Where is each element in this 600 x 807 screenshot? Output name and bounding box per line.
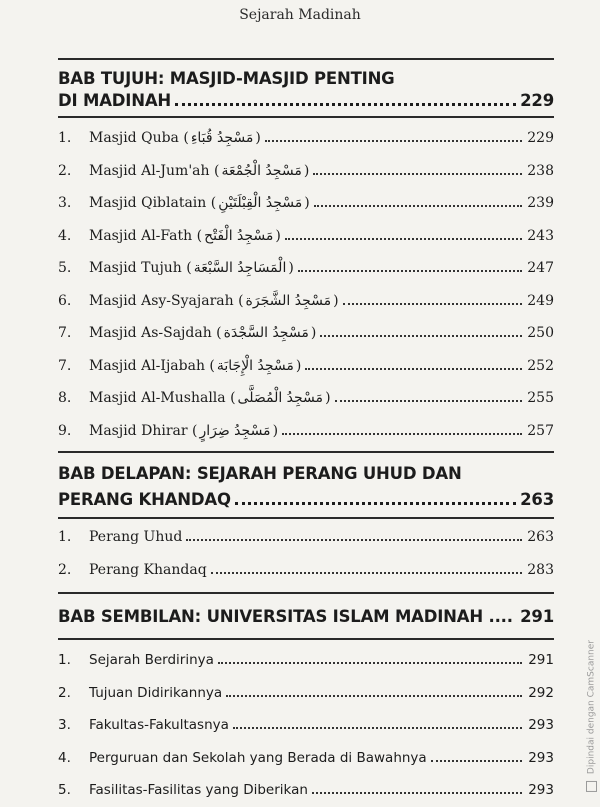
- entry-page: 263: [527, 529, 554, 545]
- toc-entry: 2. Tujuan Didirikannya 292: [58, 677, 554, 710]
- entry-page: 239: [527, 195, 554, 211]
- entry-page: 291: [528, 652, 554, 668]
- leader-dots: [265, 140, 522, 142]
- leader-dots: [313, 173, 522, 175]
- entry-list: [58, 118, 554, 447]
- chapter-title: PERANG KHANDAQ: [58, 490, 231, 509]
- leader-dots: [305, 368, 522, 370]
- entry-page: 255: [527, 390, 554, 406]
- toc-entry: 8. Masjid Al-Mushalla ( مَسْجِدُ الْمُصَلَّى ) 255: [58, 382, 554, 415]
- leader-dots: [218, 662, 522, 664]
- toc-entry: 4. Masjid Al-Fath ( مَسْجِدُ الْفَتْح ) 243: [58, 220, 554, 253]
- entry-page: 249: [527, 292, 554, 309]
- leader-dots: [233, 727, 522, 729]
- arabic-name: مَسْجِدُ الْإِجَابَة: [216, 357, 294, 374]
- chapter-page: 229: [520, 91, 554, 110]
- scanner-logo-icon: [586, 781, 597, 792]
- entry-page: 283: [527, 561, 554, 578]
- leader-dots: [335, 400, 522, 402]
- entry-page: 252: [527, 357, 554, 374]
- leader-dots: [298, 270, 522, 272]
- toc-entry: 5. Masjid Tujuh ( الْمَسَاجِدُ السَّبْعَة ) 247: [58, 252, 554, 285]
- entry-page: 243: [527, 227, 554, 244]
- toc-entry: 2. Perang Khandaq 283: [58, 554, 554, 587]
- arabic-name: مَسْجِدُ الْمُصَلَّى: [237, 390, 324, 406]
- entry-page: 293: [528, 717, 554, 733]
- arabic-name: مَسْجِدُ الْجُمْعَة: [221, 162, 302, 179]
- leader-dots: [282, 433, 522, 435]
- section-divider: [58, 592, 554, 594]
- chapter-title: BAB TUJUH: MASJID-MASJID PENTING: [58, 69, 395, 88]
- section-divider: [58, 451, 554, 453]
- leader-dots: [314, 205, 522, 207]
- scanner-watermark: [586, 640, 597, 792]
- entry-page: 250: [527, 325, 554, 341]
- chapter-page: 263: [520, 490, 554, 509]
- leader-dots: [211, 572, 522, 574]
- toc-entry: 7. Masjid Al-Ijabah ( مَسْجِدُ الْإِجَابَة ) 252: [58, 350, 554, 383]
- chapter-heading: [58, 461, 554, 513]
- toc-entry: 3. Fakultas-Fakultasnya 293: [58, 709, 554, 742]
- leader-dots: [235, 502, 516, 505]
- chapter-heading: [58, 604, 554, 630]
- toc-entry: 4. Perguruan dan Sekolah yang Berada di Bawahnya 293: [58, 742, 554, 775]
- entry-page: 238: [527, 162, 554, 179]
- entry-page: 292: [528, 684, 554, 701]
- running-head: Sejarah Madinah: [239, 7, 361, 23]
- arabic-name: مَسْجِدُ الْقِبْلَتَيْنِ: [218, 195, 303, 211]
- toc-entry: 3. Masjid Qiblatain ( مَسْجِدُ الْقِبْلَتَيْنِ ) 239: [58, 187, 554, 220]
- leader-dots: [175, 103, 516, 106]
- entry-page: 257: [527, 422, 554, 439]
- leader-dots: [285, 238, 522, 240]
- chapter-title: DI MADINAH: [58, 91, 171, 110]
- leader-dots: [226, 695, 522, 697]
- arabic-name: مَسْجِدُ الْفَتْح: [204, 227, 274, 244]
- leader-dots: [431, 760, 522, 762]
- table-of-contents: [58, 58, 554, 807]
- entry-page: 229: [527, 130, 554, 146]
- leader-dots: [312, 792, 522, 794]
- arabic-name: مَسْجِدُ السَّجْدَة: [223, 325, 309, 341]
- chapter-heading: [58, 68, 554, 112]
- entry-list: [58, 640, 554, 807]
- chapter-title: BAB DELAPAN: SEJARAH PERANG UHUD DAN: [58, 464, 462, 483]
- watermark-text: Dipindai dengan CamScanner: [586, 640, 597, 775]
- toc-entry: 5. Fasilitas-Fasilitas yang Diberikan 293: [58, 774, 554, 807]
- toc-entry: 1. Masjid Quba ( مَسْجِدُ قُبَاءِ ) 229: [58, 122, 554, 155]
- chapter-page: 291: [520, 607, 554, 626]
- leader-dots: [343, 303, 522, 305]
- entry-page: 293: [528, 749, 554, 766]
- arabic-name: مَسْجِدُ الشَّجَرَة: [245, 292, 332, 309]
- arabic-name: مَسْجِدُ قُبَاءِ: [190, 130, 254, 146]
- entry-page: 247: [527, 260, 554, 276]
- leader-dots: [320, 335, 522, 337]
- toc-entry: 7. Masjid As-Sajdah ( مَسْجِدُ السَّجْدَة ) 250: [58, 317, 554, 350]
- toc-entry: 9. Masjid Dhirar ( مَسْجِدُ ضِرَارٍ ) 257: [58, 415, 554, 448]
- arabic-name: الْمَسَاجِدُ السَّبْعَة: [193, 260, 287, 276]
- toc-entry: 1. Sejarah Berdirinya 291: [58, 644, 554, 677]
- entry-page: 293: [528, 782, 554, 798]
- leader-dots: [186, 539, 522, 541]
- toc-entry: 6. Masjid Asy-Syajarah ( مَسْجِدُ الشَّجَرَة ) 249: [58, 285, 554, 318]
- toc-entry: 2. Masjid Al-Jum'ah ( مَسْجِدُ الْجُمْعَة ) 238: [58, 155, 554, 188]
- toc-entry: 1. Perang Uhud 263: [58, 521, 554, 554]
- chapter-title: BAB SEMBILAN: UNIVERSITAS ISLAM MADINAH ....: [58, 607, 513, 626]
- section-divider: [58, 58, 554, 60]
- entry-list: [58, 519, 554, 586]
- arabic-name: مَسْجِدُ ضِرَارٍ: [199, 422, 271, 439]
